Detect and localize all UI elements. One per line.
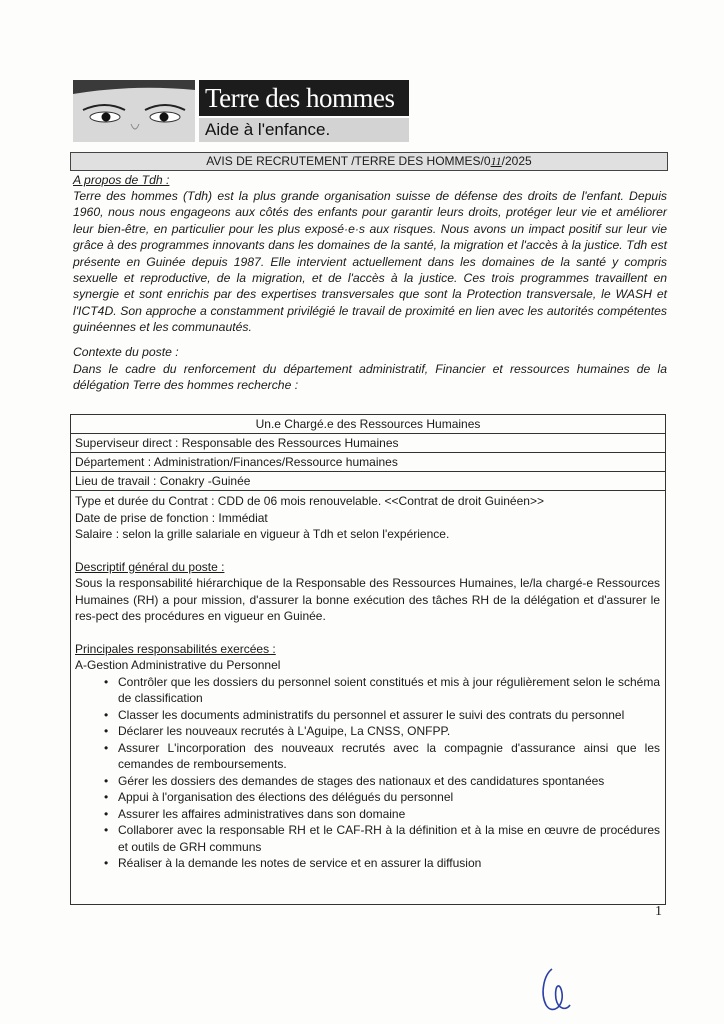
list-item: • Contrôler que les dossiers du personnel soient constitués et mis à jour régulièrement selon le schéma de classification — [75, 674, 660, 707]
list-item: • Assurer les affaires administratives dans son domaine — [75, 806, 660, 823]
contract-label: Type et durée du Contrat : — [75, 494, 218, 508]
department-label: Département : — [75, 455, 154, 469]
about-text: Terre des hommes (Tdh) est la plus grande organisation suisse de défense des droits de l'enfant. Depuis 1960, nous nous engageons aux côtés des enfants pour garantir leurs droits, protéger leur vie et améliorer leur bien-être, en particulier pour les plus exposé·e·s aux risques. Nous avons un impact positif sur leur vie grâce à des programmes innovants dans les domaines de la santé, la migration et l'accès à la justice. Tdh est présente en Guinée depuis 1987. Elle intervient actuellement dans les domaines de la santé y compris sexuelle et reproductive, de la migration, et de l'accès à la justice. Ces trois programmes travaillent en synergie et sont enrichis par des expertises transversales que sont la Protection transversale, le WASH et l'ICT4D. Son approche a constamment privilégié le travail de proximité en lien avec les autorités compétentes guinéennes et les communautés. — [73, 189, 667, 335]
context-text: Dans le cadre du renforcement du département administratif, Financier et ressources humaines de la délégation Terre des hommes recherche : — [73, 362, 667, 393]
child-face-image — [73, 80, 195, 142]
recruitment-banner — [70, 152, 668, 171]
location-value: Conakry -Guinée — [159, 474, 251, 488]
supervisor-label: Superviseur direct : — [75, 436, 182, 450]
job-table — [70, 414, 666, 905]
salary-line — [75, 526, 660, 543]
start-line — [75, 510, 660, 527]
logo-tagline: Aide à l'enfance. — [205, 120, 331, 139]
job-details — [71, 491, 665, 872]
supervisor-row — [71, 434, 665, 453]
start-value: Immédiat — [218, 510, 268, 525]
list-item: • Déclarer les nouveaux recrutés à L'Aguipe, La CNSS, ONFPP. — [75, 723, 660, 740]
department-row — [71, 453, 665, 472]
handwritten-initial — [530, 965, 580, 1015]
supervisor-value: Responsable des Ressources Humaines — [181, 436, 399, 450]
contract-line — [75, 493, 660, 510]
start-label: Date de prise de fonction : — [75, 510, 219, 525]
banner-year: /2025 — [501, 154, 532, 168]
salary-value: selon la grille salariale en vigueur à Tdh et selon l'expérience. — [122, 527, 450, 541]
page-number: 1 — [655, 904, 662, 919]
location-row — [71, 472, 665, 491]
about-heading: A propos de Tdh : — [73, 173, 170, 187]
tdh-logo — [73, 80, 409, 142]
salary-label: Salaire : — [75, 527, 123, 541]
job-title: Un.e Chargé.e des Ressources Humaines — [71, 415, 665, 434]
responsibilities-list — [75, 674, 660, 872]
description-heading: Descriptif général du poste : — [75, 559, 225, 574]
list-item: • Assurer L'incorporation des nouveaux recrutés avec la compagnie d'assurance ainsi que les cemandes de remboursements. — [75, 740, 660, 773]
banner-number: 11 — [490, 154, 502, 168]
list-item: • Réaliser à la demande les notes de service et en assurer la diffusion — [75, 855, 660, 872]
department-value: Administration/Finances/Ressource humaines — [153, 455, 398, 469]
list-item: • Gérer les dossiers des demandes de stages des nationaux et des candidatures spontanées — [75, 773, 660, 790]
contract-value: CDD de 06 mois renouvelable. <<Contrat de droit Guinéen>> — [217, 494, 544, 508]
location-label: Lieu de travail : — [75, 474, 160, 488]
description-text: Sous la responsabilité hiérarchique de la Responsable des Ressources Humaines, le/la chargé-e Ressources Humaines (RH) a pour mission, d'assurer la bonne exécution des tâches RH de la délégation et d'assurer le res-pect des procédures en vigueur en Guinée. — [75, 576, 660, 623]
list-item: • Collaborer avec la responsable RH et le CAF-RH à la définition et à la mise en œuvre de procédures et outils de GRH communs — [75, 822, 660, 855]
responsibilities-heading: Principales responsabilités exercées : — [75, 641, 276, 656]
logo-name: Terre des hommes — [205, 83, 395, 113]
context-heading: Contexte du poste : — [73, 345, 179, 359]
banner-text: AVIS DE RECRUTEMENT /TERRE DES HOMMES/0 — [206, 154, 491, 168]
list-item: • Appui à l'organisation des élections des délégués du personnel — [75, 789, 660, 806]
section-a-heading: A-Gestion Administrative du Personnel — [75, 658, 281, 672]
list-item: • Classer les documents administratifs du personnel et assurer le suivi des contrats du personnel — [75, 707, 660, 724]
